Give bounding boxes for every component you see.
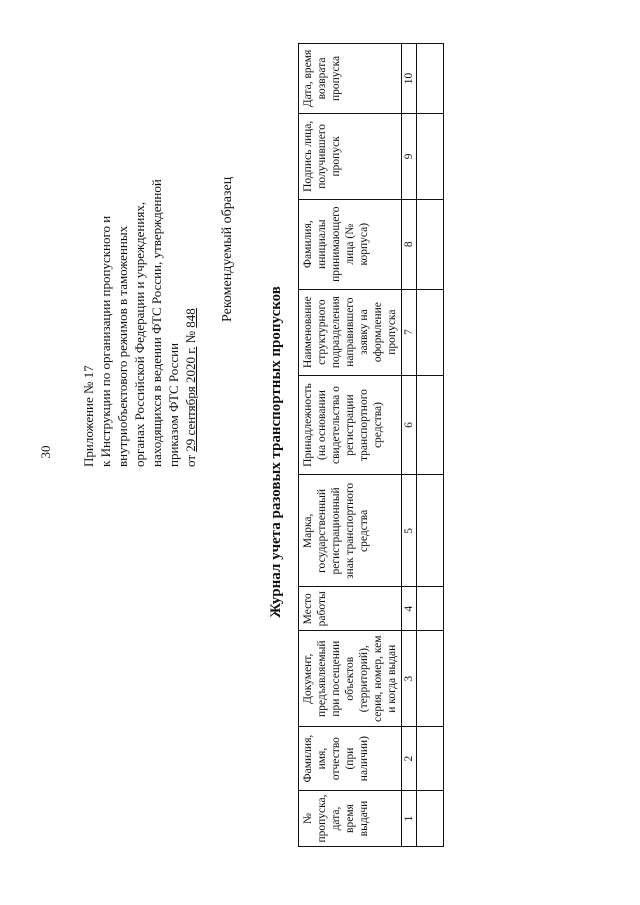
order-date: 29 сентября 2020 г.	[183, 346, 198, 452]
empty-cell	[417, 289, 444, 375]
header-row	[299, 44, 402, 847]
sample-label: Рекомендуемый образец	[220, 176, 235, 322]
appendix-line: органах Российской Федерации и учреждениях,	[132, 201, 147, 467]
page-number: 30	[38, 445, 53, 459]
appendix-block	[80, 27, 199, 467]
empty-row	[417, 44, 444, 847]
appendix-line: к Инструкции по организации пропускного и	[98, 215, 113, 467]
empty-cell	[417, 475, 444, 587]
empty-cell	[417, 727, 444, 791]
empty-cell	[417, 199, 444, 289]
appendix-line: находящихся в ведении ФТС России, утвержденной	[149, 179, 164, 467]
appendix-line: приказом ФТС России	[166, 342, 181, 467]
column-number: 2	[402, 727, 417, 791]
column-number: 9	[402, 113, 417, 199]
empty-cell	[417, 113, 444, 199]
column-number: 10	[402, 44, 417, 114]
header-cell: Принадлежность (на основании свидетельства о регистрации транспортного средства)	[299, 375, 402, 475]
appendix-line: Приложение № 17	[81, 365, 96, 467]
order-prefix: от	[183, 451, 198, 467]
header-cell: Фамилия, имя, отчество (при наличии)	[299, 727, 402, 791]
column-number: 4	[402, 587, 417, 631]
column-number: 1	[402, 791, 417, 847]
header-cell: Подпись лица, получившего пропуск	[299, 113, 402, 199]
empty-cell	[417, 587, 444, 631]
rotated-page	[20, 22, 620, 882]
journal-title: Журнал учета разовых транспортных пропусков	[268, 286, 284, 618]
column-number: 3	[402, 631, 417, 727]
header-cell: № пропуска, дата, время выдачи	[299, 791, 402, 847]
appendix-line: внутриобъектового режимов в таможенных	[115, 225, 130, 467]
empty-cell	[417, 631, 444, 727]
header-cell: Фамилия, инициалы принимающего лица (№ корпуса)	[299, 199, 402, 289]
header-cell: Наименование структурного подразделения направившего заявку на оформление пропуска	[299, 289, 402, 375]
column-number: 6	[402, 375, 417, 475]
empty-cell	[417, 375, 444, 475]
empty-cell	[417, 791, 444, 847]
appendix-order-line	[182, 27, 199, 467]
number-row	[402, 44, 417, 847]
header-cell: Место работы	[299, 587, 402, 631]
order-mid: №	[183, 327, 198, 347]
column-number: 5	[402, 475, 417, 587]
column-number: 7	[402, 289, 417, 375]
empty-cell	[417, 44, 444, 114]
column-number: 8	[402, 199, 417, 289]
header-cell: Марка, государственный регистрационный знак транспортного средства	[299, 475, 402, 587]
header-cell: Дата, время возврата пропуска	[299, 44, 402, 114]
journal-table	[298, 43, 444, 847]
order-number: 848	[183, 308, 198, 328]
header-cell: Документ, предъявляемый при посещении объектов (территорий), серия, номер, кем и когда выдан	[299, 631, 402, 727]
